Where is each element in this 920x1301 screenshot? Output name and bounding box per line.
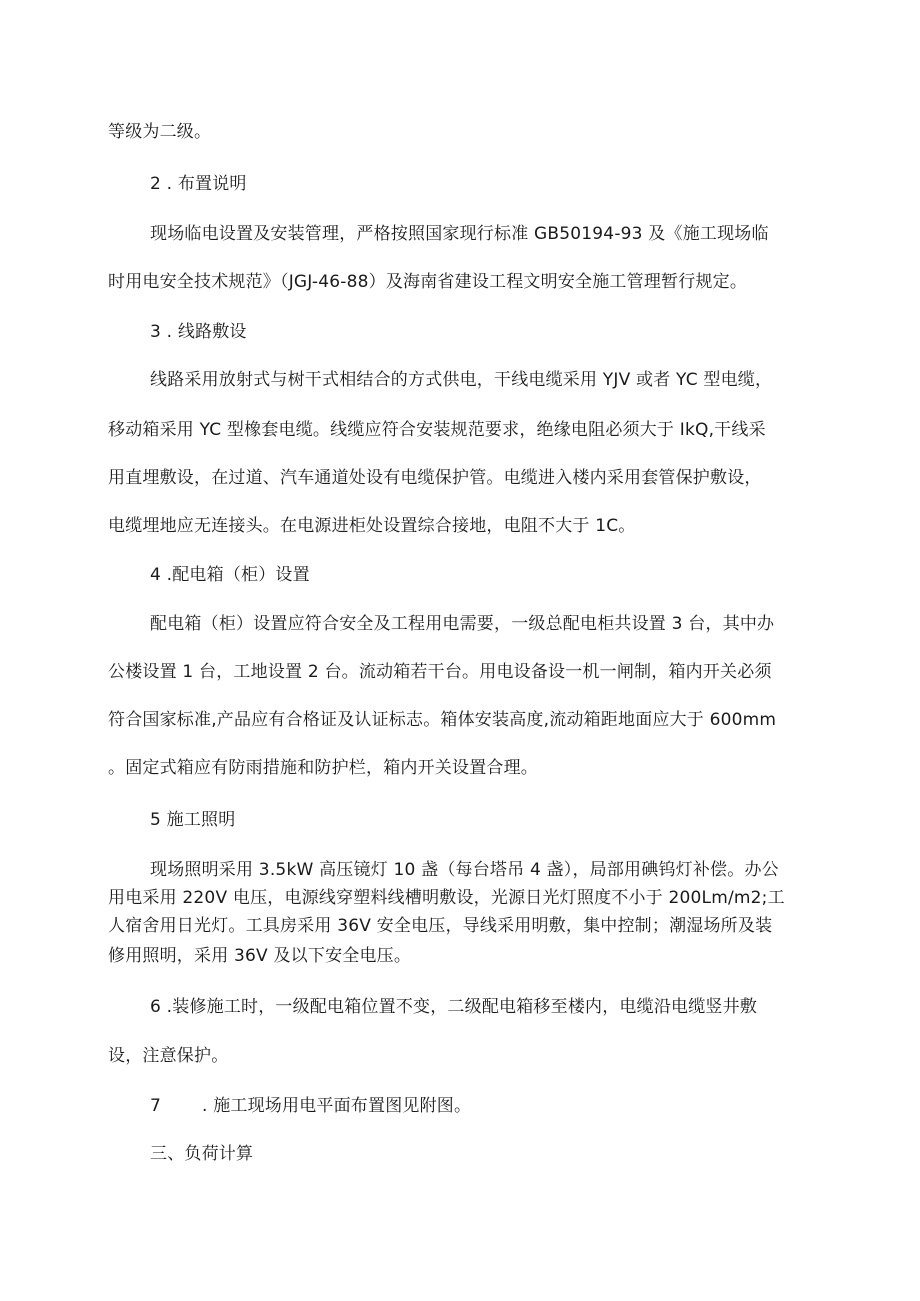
- item-text: . 施工现场用电平面布置图见附图。: [202, 1096, 472, 1116]
- paragraph-line: 等级为二级。: [108, 122, 212, 142]
- paragraph-line: 用直埋敷设，在过道、汽车通道处设有电缆保护管。电缆进入楼内采用套管保护敷设，: [108, 468, 762, 488]
- paragraph-line: 现场照明采用 3.5kW 高压镜灯 10 盏（每台塔吊 4 盏），局部用碘钨灯补偿。办公: [150, 860, 779, 880]
- paragraph-line: 人宿舍用日光灯。工具房采用 36V 安全电压，导线采用明敷，集中控制；潮湿场所及装: [108, 916, 773, 936]
- paragraph-line: 公楼设置 1 台，工地设置 2 台。流动箱若干台。用电设备设一机一闸制，箱内开关必须: [108, 662, 772, 682]
- chapter-heading-load-calculation: 三、负荷计算: [150, 1144, 254, 1164]
- paragraph-line: 修用照明，采用 36V 及以下安全电压。: [108, 946, 412, 966]
- section-item-7: [150, 1094, 471, 1118]
- paragraph-line: 配电箱（柜）设置应符合安全及工程用电需要，一级总配电柜共设置 3 台，其中办: [150, 614, 775, 634]
- paragraph-line: 设，注意保护。: [108, 1046, 229, 1066]
- paragraph-line: 线路采用放射式与树干式相结合的方式供电，干线电缆采用 YJV 或者 YC 型电缆，: [150, 370, 773, 390]
- paragraph-line: 移动箱采用 YC 型橡套电缆。线缆应符合安装规范要求，绝缘电阻必须大于 IkQ,干线采: [108, 420, 766, 440]
- paragraph-line: 用电采用 220V 电压，电源线穿塑料线槽明敷设，光源日光灯照度不小于 200Lm∕m2;工: [108, 888, 785, 908]
- paragraph-line: 符合国家标准,产品应有合格证及认证标志。箱体安装高度,流动箱距地面应大于 600mm: [108, 710, 777, 730]
- paragraph-line: 电缆埋地应无连接头。在电源进柜处设置综合接地，电阻不大于 1C。: [108, 516, 636, 536]
- section-heading-lighting: 5 施工照明: [150, 810, 236, 830]
- paragraph-line: 6 .装修施工时，一级配电箱位置不变，二级配电箱移至楼内，电缆沿电缆竖井敷: [150, 997, 758, 1017]
- section-heading-distribution-box: 4 .配电箱（柜）设置: [150, 565, 310, 585]
- paragraph-line: 。固定式箱应有防雨措施和防护栏，箱内开关设置合理。: [108, 758, 538, 778]
- section-heading-layout: 2 . 布置说明: [150, 174, 247, 194]
- item-number: 7: [150, 1096, 162, 1116]
- paragraph-line: 现场临电设置及安装管理，严格按照国家现行标准 GB50194-93 及《施工现场临: [150, 224, 769, 244]
- paragraph-line: 时用电安全技术规范》（JGJ-46-88）及海南省建设工程文明安全施工管理暂行规定。: [108, 272, 748, 292]
- section-heading-wiring: 3 . 线路敷设: [150, 322, 247, 342]
